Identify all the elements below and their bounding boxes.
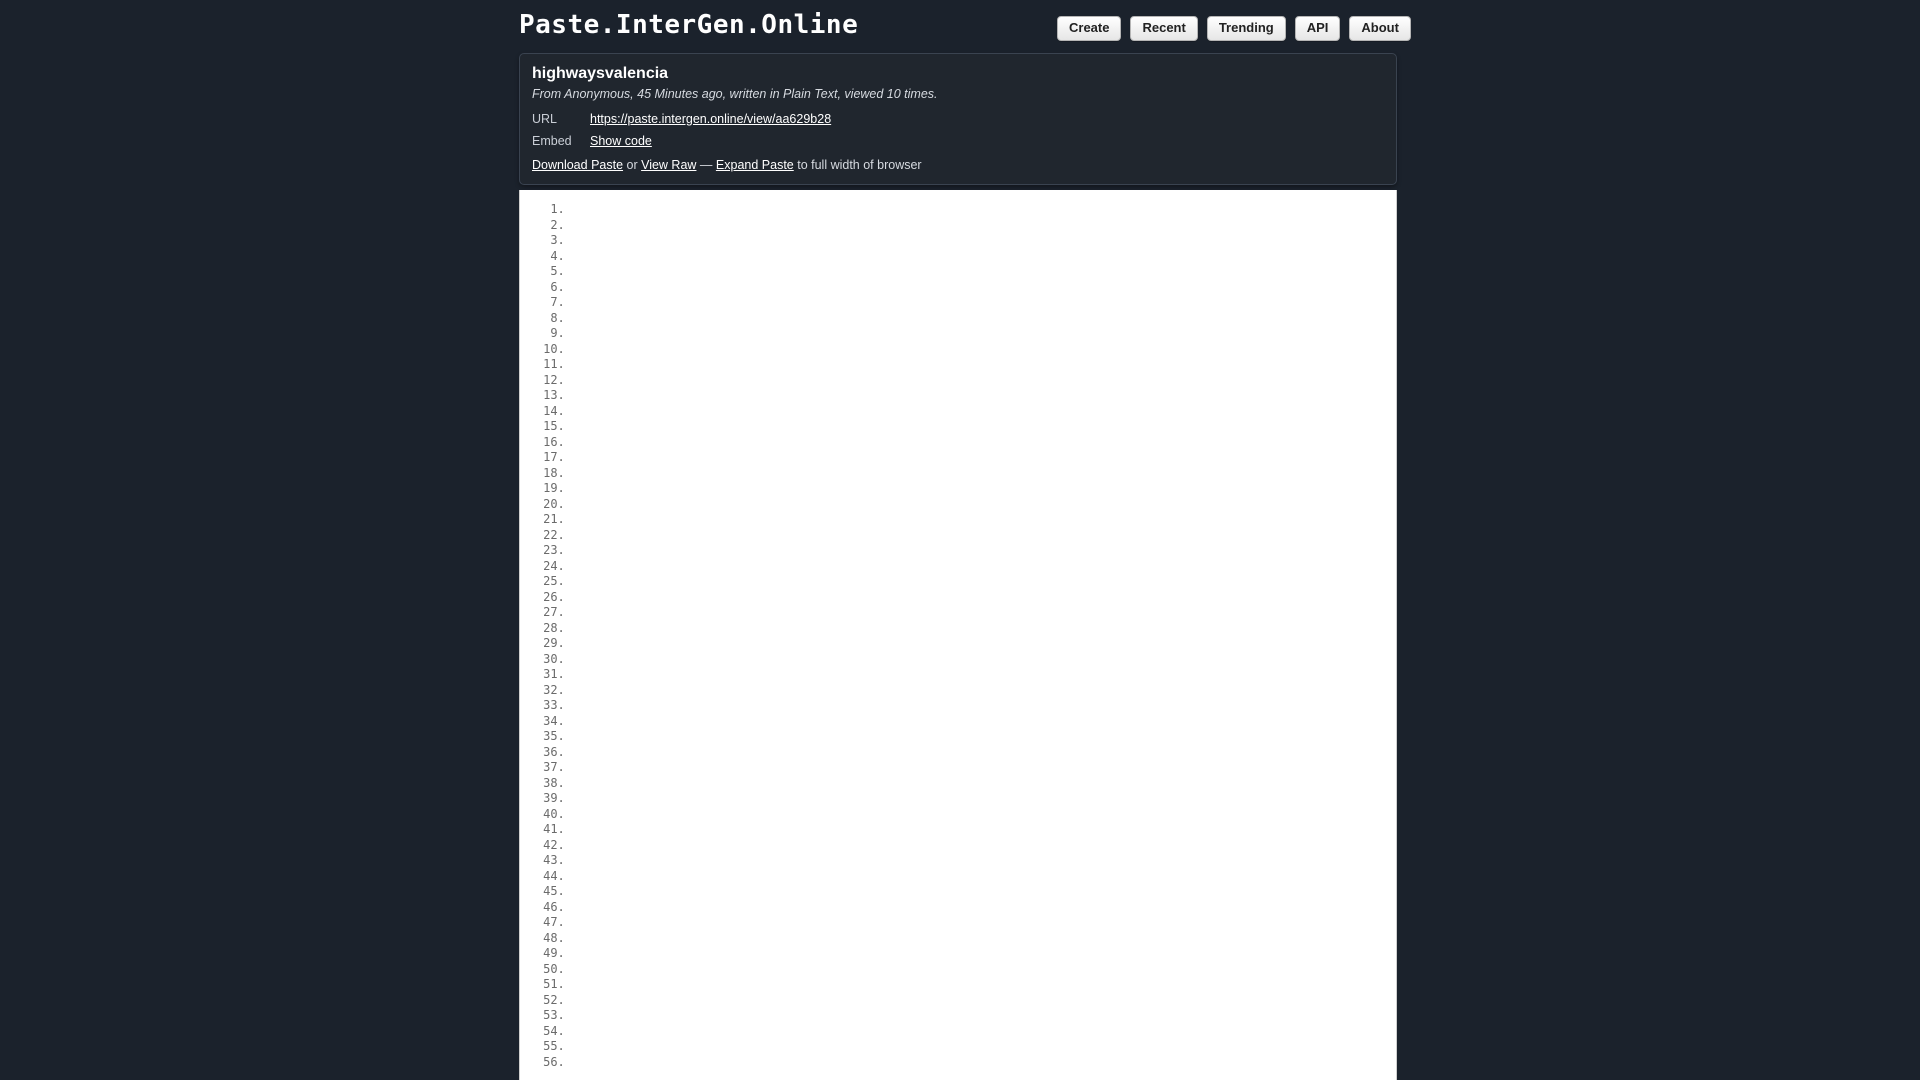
paste-line: [572, 962, 1396, 978]
paste-line-list: [520, 202, 1396, 1070]
paste-line: [572, 249, 1396, 265]
paste-line: [572, 574, 1396, 590]
paste-line: [572, 683, 1396, 699]
paste-line: [572, 745, 1396, 761]
paste-line: [572, 1055, 1396, 1071]
paste-line: [572, 497, 1396, 513]
paste-line: [572, 590, 1396, 606]
paste-line: [572, 218, 1396, 234]
paste-url-label: URL: [532, 112, 558, 126]
paste-line: [572, 326, 1396, 342]
site-header: [0, 0, 1920, 58]
nav-about-button[interactable]: About: [1349, 16, 1411, 41]
paste-line: [572, 714, 1396, 730]
paste-line: [572, 559, 1396, 575]
paste-line: [572, 404, 1396, 420]
paste-line: [572, 931, 1396, 947]
paste-line: [572, 993, 1396, 1009]
actions-dash-text: —: [696, 158, 716, 172]
nav-recent-button[interactable]: Recent: [1130, 16, 1197, 41]
paste-line: [572, 435, 1396, 451]
paste-line: [572, 342, 1396, 358]
paste-line: [572, 543, 1396, 559]
download-paste-link[interactable]: Download Paste: [532, 158, 624, 172]
paste-line: [572, 357, 1396, 373]
paste-line: [572, 791, 1396, 807]
paste-actions: [532, 158, 1384, 172]
paste-line: [572, 822, 1396, 838]
actions-suffix-text: to full width of browser: [793, 158, 922, 172]
paste-url-link[interactable]: https://paste.intergen.online/view/aa629b28: [590, 112, 832, 126]
paste-line: [572, 295, 1396, 311]
paste-line: [572, 450, 1396, 466]
expand-paste-link[interactable]: Expand Paste: [715, 158, 794, 172]
paste-line: [572, 760, 1396, 776]
paste-line: [572, 481, 1396, 497]
paste-info-panel: [519, 53, 1397, 185]
nav-api-button[interactable]: API: [1295, 16, 1341, 41]
paste-line: [572, 419, 1396, 435]
paste-line: [572, 698, 1396, 714]
paste-line: [572, 977, 1396, 993]
paste-line: [572, 915, 1396, 931]
nav-create-button[interactable]: Create: [1057, 16, 1121, 41]
paste-embed-row: [532, 134, 1384, 148]
paste-line: [572, 884, 1396, 900]
paste-line: [572, 776, 1396, 792]
paste-line: [572, 853, 1396, 869]
paste-line: [572, 311, 1396, 327]
paste-line: [572, 1008, 1396, 1024]
paste-url-row: [532, 112, 1384, 126]
main-nav: [1057, 16, 1411, 41]
paste-content-area[interactable]: [519, 190, 1397, 1080]
paste-line: [572, 946, 1396, 962]
paste-line: [572, 512, 1396, 528]
site-title: Paste.InterGen.Online: [519, 10, 859, 40]
paste-line: [572, 636, 1396, 652]
paste-line: [572, 528, 1396, 544]
paste-line: [572, 667, 1396, 683]
paste-url-value-wrap: [590, 112, 831, 126]
paste-line: [572, 280, 1396, 296]
paste-line: [572, 373, 1396, 389]
paste-line: [572, 729, 1396, 745]
paste-line: [572, 233, 1396, 249]
show-code-link[interactable]: Show code: [590, 134, 652, 148]
paste-meta: From Anonymous, 45 Minutes ago, written in Plain Text, viewed 10 times.: [532, 87, 938, 101]
nav-trending-button[interactable]: Trending: [1207, 16, 1286, 41]
paste-line: [572, 466, 1396, 482]
paste-line: [572, 264, 1396, 280]
paste-line: [572, 202, 1396, 218]
actions-or-text: or: [623, 158, 642, 172]
paste-line: [572, 869, 1396, 885]
paste-line: [572, 1024, 1396, 1040]
paste-line: [572, 605, 1396, 621]
paste-line: [572, 1039, 1396, 1055]
paste-line: [572, 388, 1396, 404]
paste-line: [572, 652, 1396, 668]
paste-embed-value-wrap: [590, 134, 652, 148]
view-raw-link[interactable]: View Raw: [641, 158, 697, 172]
paste-title: highwaysvalencia: [532, 65, 669, 82]
paste-line: [572, 621, 1396, 637]
paste-line: [572, 900, 1396, 916]
paste-line: [572, 807, 1396, 823]
paste-embed-label: Embed: [532, 134, 572, 148]
paste-line: [572, 838, 1396, 854]
